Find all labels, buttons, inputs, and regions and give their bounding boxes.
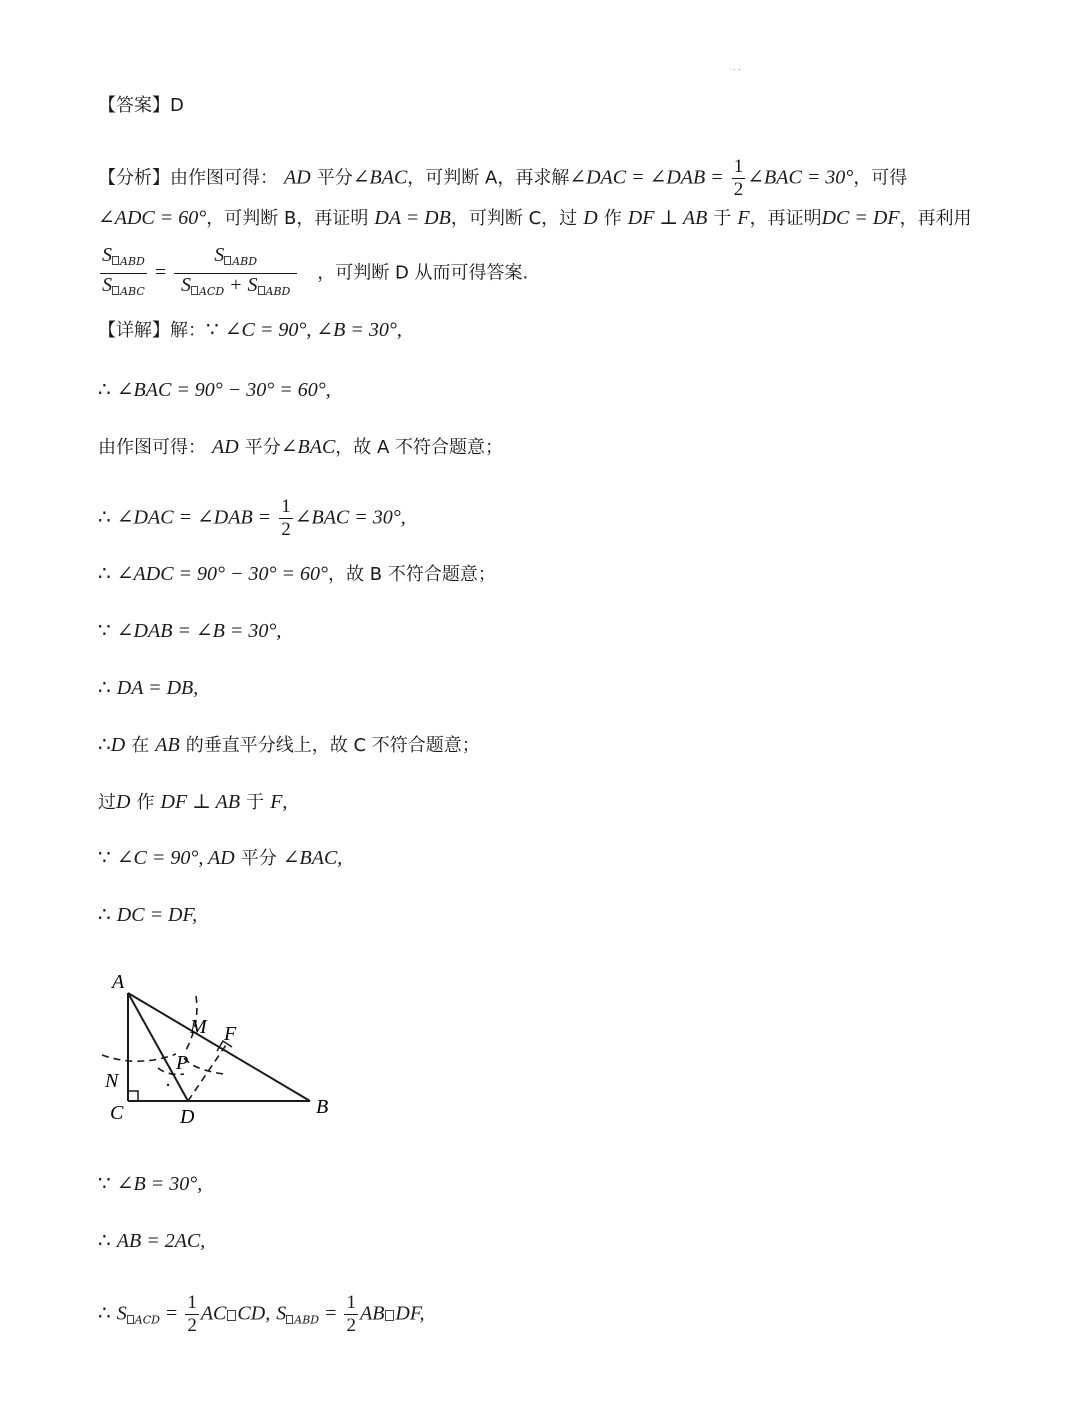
detail-label: 【详解】 <box>98 320 170 341</box>
answer-line <box>98 93 184 118</box>
fraction-half: $\frac{1}{2}$ <box>733 156 744 200</box>
detail-line-14: ∴ S $_{ACD}$ = $\frac{1}{2}$ AC CD, S $_{ABD}$ = $\frac{1}{2}$ AB DF, <box>98 1292 425 1336</box>
detail-line-6: ∵ ∠DAB = ∠B = 30°, <box>98 620 282 642</box>
detail-line-3: 由作图可得： AD 平分∠BAC，故 A 不符合题意； <box>98 436 504 458</box>
label-D: D <box>180 1106 195 1128</box>
label-B: B <box>316 1096 329 1118</box>
answer-label: 【答案】 <box>98 95 170 116</box>
label-N: N <box>105 1070 119 1092</box>
ratio-fraction-right: $\frac{S _{ABD}}{S _{ACD} + S _{ABD}}$ <box>174 244 297 303</box>
detail-line-11: ∴ DC = DF, <box>98 904 198 926</box>
label-F: F <box>224 1023 237 1045</box>
label-C: C <box>110 1102 124 1124</box>
analysis-line-2: ∠ADC = 60°，可判断 B，再证明 DA = DB，可判断 C，过 D 作 DF ⊥ AB 于 F，再证明DC = DF，再利用 <box>98 207 972 229</box>
detail-line-9: 过D 作 DF ⊥ AB 于 F, <box>98 791 288 813</box>
detail-line-7: ∴ DA = DB, <box>98 677 199 699</box>
detail-line-10: ∵ ∠C = 90°, AD 平分 ∠BAC, <box>98 847 343 869</box>
label-P: P <box>176 1052 189 1074</box>
detail-line-4: ∴ ∠DAC = ∠DAB = $\frac{1}{2}$ ∠BAC = 30°, <box>98 496 406 540</box>
arc-P-2 <box>184 1058 224 1074</box>
detail-line-1: 【详解】解：∵ ∠C = 90°, ∠B = 30°, <box>98 319 402 341</box>
detail-line-2: ∴ ∠BAC = 90° − 30° = 60°, <box>98 379 331 401</box>
detail-line-5: ∴ ∠ADC = 90° − 30° = 60°，故 B 不符合题意； <box>98 563 496 585</box>
label-A: A <box>112 971 125 993</box>
right-angle-C <box>128 1091 138 1101</box>
segment-AD <box>128 993 188 1101</box>
detail-line-8: ∴D 在 AB 的垂直平分线上，故 C 不符合题意； <box>98 734 480 756</box>
answer-value: D <box>170 95 184 116</box>
detail-line-12: ∵ ∠B = 30°, <box>98 1173 203 1195</box>
analysis-line-1: 【分析】由作图可得： AD 平分∠BAC，可判断 A，再求解∠DAC = ∠DAB = $\frac{1}{2}$ ∠BAC = 30°，可得 <box>98 156 908 200</box>
point-dot <box>167 1084 169 1086</box>
triangle-diagram <box>98 968 338 1130</box>
analysis-label: 【分析】 <box>98 167 170 189</box>
label-M: M <box>190 1016 207 1038</box>
detail-line-13: ∴ AB = 2AC, <box>98 1230 206 1252</box>
analysis-line-3: $\frac{S _{ABD}}{S _{ABC}}$ = $\frac{S _{ABD}}{S _{ACD} + S _{ABD}}$ ，可判断 D 从而可得答案. <box>98 244 528 303</box>
page-mark: . . <box>733 63 741 72</box>
ratio-fraction-left: $\frac{S _{ABD}}{S _{ABC}}$ <box>102 244 145 298</box>
triangle-figure <box>98 968 338 1130</box>
